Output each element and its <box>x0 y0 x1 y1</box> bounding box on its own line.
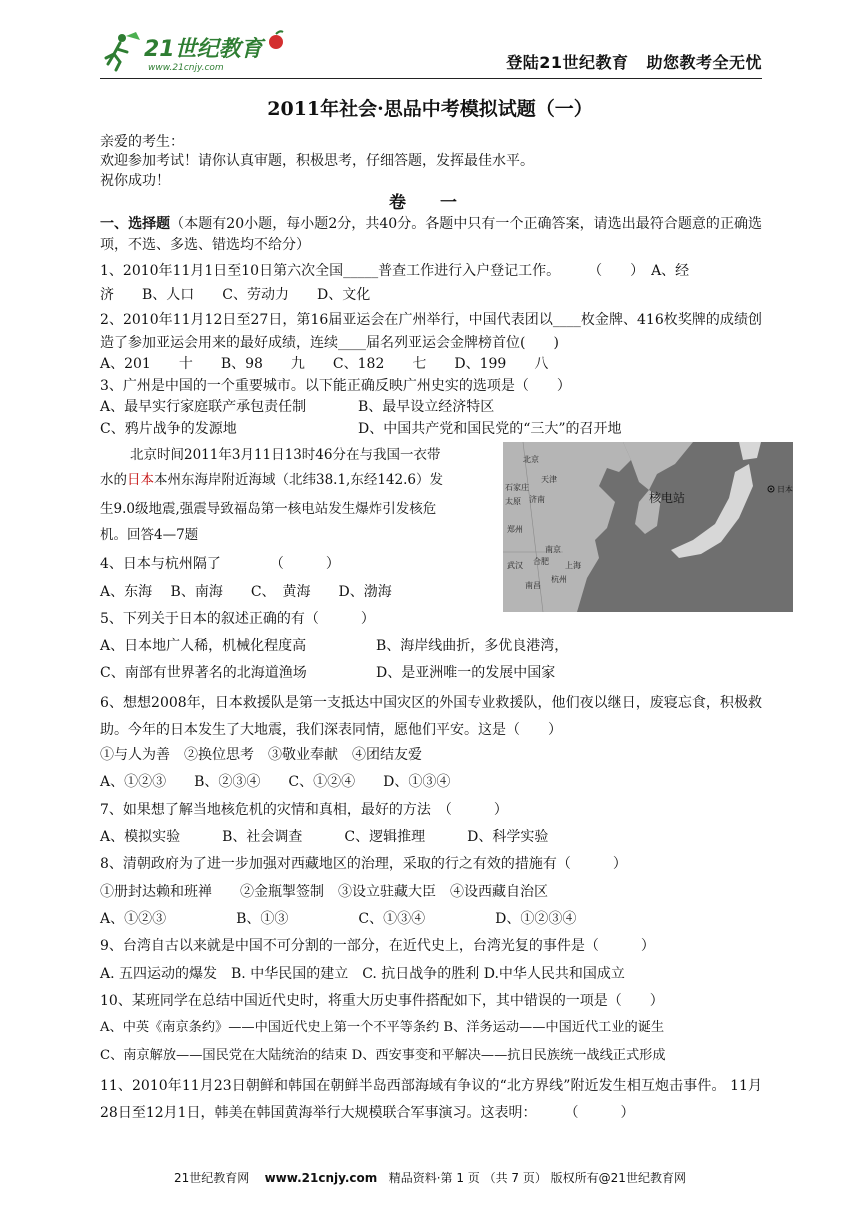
q10-options-cd: C、南京解放——国民党在大陆统治的结束 D、西安事变和平解决——抗日民族统一战线正式形成 <box>100 1048 666 1063</box>
q6-stem: 6、想想2008年，日本救援队是第一支抵达中国灾区的外国专业救援队，他们夜以继日，废寝忘食，积极救助。今年的日本发生了大地震，我们深表同情，愿他们平安。这是（ ） <box>100 695 762 738</box>
page-header <box>100 28 762 79</box>
page-footer <box>0 1169 860 1186</box>
q3-options-ab <box>100 398 762 416</box>
passage-highlight-japan: 日本 <box>127 472 154 488</box>
map-label: 南京 <box>545 545 561 554</box>
q7-options: A、模拟实验 B、社会调查 C、逻辑推理 D、科学实验 <box>100 829 549 845</box>
q5-options-ab <box>100 637 762 655</box>
q10-options-ab: A、中英《南京条约》——中国近代史上第一个不平等条约 B、洋务运动——中国近代工业的诞生 <box>100 1020 665 1035</box>
q5-option-a: A、日本地广人稀，机械化程度高 <box>100 638 307 654</box>
q5-options-cd <box>100 664 762 682</box>
q4-options: A、东海 B、南海 C、 黄海 D、渤海 <box>100 584 392 600</box>
instructions-label: 一、选择题 <box>100 216 171 232</box>
q5-stem: 5、下列关于日本的叙述正确的有（ ） <box>100 611 375 627</box>
section-title: 卷 一 <box>389 193 471 213</box>
map-label: 太原 <box>505 497 521 506</box>
q8-options: A、①②③ B、①③ C、①③④ D、①②③④ <box>100 911 577 927</box>
q5-option-c: C、南部有世界著名的北海道渔场 <box>100 665 307 681</box>
apple-icon <box>269 35 283 49</box>
map-label: 杭州 <box>551 575 567 584</box>
instructions-text: （本题有20小题，每小题2分，共40分。各题中只有一个正确答案，请选出最符合题意的正确选项，不选、多选、错选均不给分） <box>100 216 763 253</box>
exam-title: 2011年社会·思品中考模拟试题（一） <box>267 98 593 120</box>
passage-line-2 <box>100 471 495 489</box>
slogan-left: 登陆21世纪教育 <box>506 53 629 72</box>
q5-option-d: D、是亚洲唯一的发展中国家 <box>376 665 556 681</box>
passage-line-3: 生9.0级地震,强震导致福岛第一核电站发生爆炸引发核危 <box>100 501 437 517</box>
runner-icon <box>106 32 140 70</box>
q7-stem: 7、如果想了解当地核危机的灾情和真相，最好的方法 （ ） <box>100 802 508 818</box>
instructions <box>100 214 762 256</box>
logo-text: 21世纪教育 <box>144 37 263 62</box>
passage-text: 本州东海岸附近海域（北纬38.1,东经142.6）发 <box>154 472 443 488</box>
q3-options-cd <box>100 420 762 438</box>
map-label: 济南 <box>529 495 545 504</box>
q9-stem: 9、台湾自古以来就是中国不可分割的一部分，在近代史上，台湾光复的事件是（ ） <box>100 938 655 954</box>
q3-option-c: C、鸦片战争的发源地 <box>100 421 237 437</box>
q3-option-a: A、最早实行家庭联产承包责任制 <box>100 399 307 415</box>
site-logo <box>100 28 290 74</box>
map-label: 武汉 <box>507 561 523 570</box>
japan-label: 日本 <box>777 485 793 494</box>
q1-stem: 1、2010年11月1日至10日第六次全国_____普查工作进行入户登记工作。 （ ） A、经 <box>100 263 690 279</box>
q6-items: ①与人为善 ②换位思考 ③敬业奉献 ④团结友爱 <box>100 747 422 763</box>
header-slogan <box>488 50 762 73</box>
q3-option-d: D、中国共产党和国民党的“三大”的召开地 <box>358 421 622 437</box>
logo-url: www.21cnjy.com <box>148 63 224 73</box>
passage-line-1: 北京时间2011年3月11日13时46分在与我国一衣带 <box>130 447 441 463</box>
footer-site: 21世纪教育网 <box>174 1171 250 1185</box>
q8-items: ①册封达赖和班禅 ②金瓶掣签制 ③设立驻藏大臣 ④设西藏自治区 <box>100 884 548 900</box>
q4-stem: 4、日本与杭州隔了 （ ） <box>100 556 340 572</box>
q2-options: A、201 十 B、98 九 C、182 七 D、199 八 <box>100 356 549 372</box>
q1-options: 济 B、人口 C、劳动力 D、文化 <box>100 287 371 303</box>
passage-line-4: 机。回答4—7题 <box>100 527 199 543</box>
q2-stem: 2、2010年11月12日至27日，第16届亚运会在广州举行，中国代表团以____枚金牌、416枚奖牌的成绩创造了参加亚运会用来的最好成绩，连续____届名列亚运会金牌榜首位( ) <box>100 312 762 351</box>
map-label: 南昌 <box>525 581 541 590</box>
greeting-line-1: 亲爱的考生： <box>100 134 184 150</box>
slogan-right: 助您教考全无忧 <box>646 53 762 72</box>
map-label: 北京 <box>523 455 539 464</box>
greeting-line-2: 欢迎参加考试！请你认真审题，积极思考，仔细答题，发挥最佳水平。 <box>100 153 534 169</box>
q11-stem: 11、2010年11月23日朝鲜和韩国在朝鲜半岛西部海域有争议的“北方界线”附近发生相互炮击事件。 11月28日至12月1日，韩美在韩国黄海举行大规模联合军事演习。这表明： （ ） <box>100 1078 762 1121</box>
map-label: 上海 <box>565 561 581 570</box>
passage-text: 水的 <box>100 472 127 488</box>
map-label: 天津 <box>541 475 557 484</box>
footer-info: 精品资料·第 1 页 （共 7 页） 版权所有@21世纪教育网 <box>388 1171 686 1185</box>
q3-stem: 3、广州是中国的一个重要城市。以下能正确反映广州史实的选项是（ ） <box>100 378 571 394</box>
q9-options: A. 五四运动的爆发 B. 中华民国的建立 C. 抗日战争的胜利 D.中华人民共和国成立 <box>100 966 625 982</box>
q8-stem: 8、清朝政府为了进一步加强对西藏地区的治理，采取的行之有效的措施有（ ） <box>100 856 627 872</box>
q10-stem: 10、某班同学在总结中国近代史时，将重大历史事件搭配如下，其中错误的一项是（ ） <box>100 993 664 1009</box>
q5-option-b: B、海岸线曲折，多优良港湾， <box>376 638 569 654</box>
map-label: 郑州 <box>507 525 523 534</box>
q3-option-b: B、最早设立经济特区 <box>358 399 495 415</box>
footer-url[interactable]: www.21cnjy.com <box>264 1171 378 1185</box>
greeting-line-3: 祝你成功！ <box>100 173 170 189</box>
map-label: 合肥 <box>533 557 549 566</box>
q6-options: A、①②③ B、②③④ C、①②④ D、①③④ <box>100 774 451 790</box>
map-label: 石家庄 <box>505 483 529 492</box>
nuclear-plant-label: 核电站 <box>649 491 686 505</box>
